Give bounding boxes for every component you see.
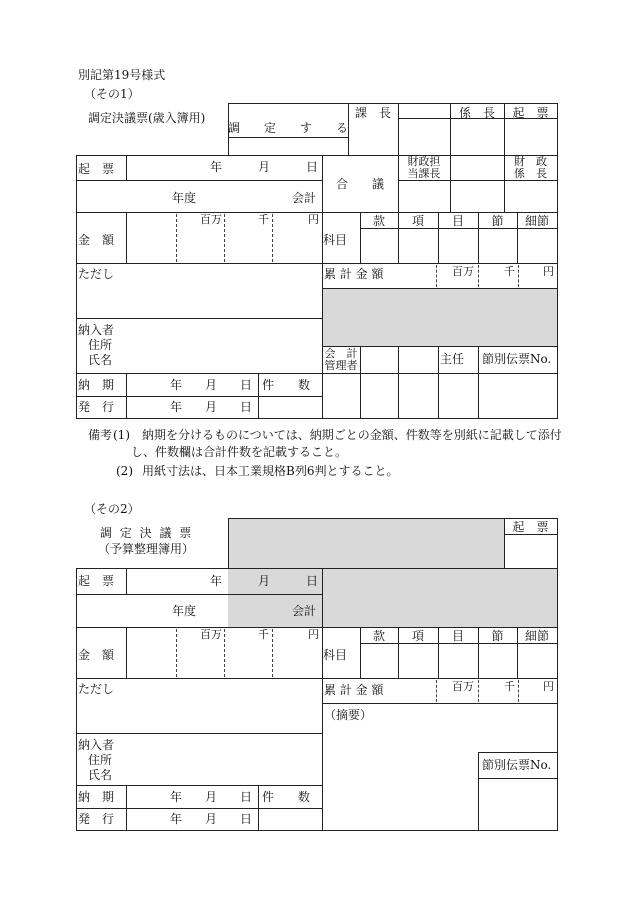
kensuu-label: 件 数: [262, 378, 311, 392]
form2-kensuu-label: 件 数: [262, 790, 311, 804]
kou-label: 項: [411, 214, 424, 228]
ruikei-label: 累 計 金 額: [324, 267, 384, 281]
form2-hakkou-label: 発 行: [78, 812, 115, 826]
setsubetsu-label: 節別伝票No.: [482, 352, 552, 366]
note-1-line-1: 納期を分けるものについては、納期ごとの金額、件数等を別紙に記載して添付: [142, 428, 562, 442]
form2-kihyou-label: 起 票: [512, 520, 549, 534]
form2-kamoku-label: 科目: [323, 648, 348, 662]
form2-month-label: 月: [258, 574, 271, 588]
form2-jusho-label: 住所: [88, 753, 113, 767]
form2-nouki-label: 納 期: [78, 790, 115, 804]
shimei-label: 氏名: [88, 353, 113, 367]
nouki-month: 月: [205, 378, 218, 392]
form2-tekiyou-label: （摘要）: [324, 708, 373, 722]
month-label: 月: [258, 160, 271, 174]
form2-kou-label: 項: [411, 629, 424, 643]
moku-label: 目: [451, 214, 464, 228]
form2-ruikei-hyakuman: 百万: [452, 680, 474, 693]
kingaku-label: 金 額: [78, 233, 115, 247]
tadashi-label: ただし: [78, 267, 115, 281]
kihyou-label: 起 票: [512, 106, 549, 120]
ruikei-sen-label: 千: [504, 265, 515, 278]
hakkou-month: 月: [205, 400, 218, 414]
form2-year-label: 年: [210, 574, 223, 588]
form2-nounyusha-label: 納入者: [78, 738, 115, 752]
form2-setsubetsu-label: 節別伝票No.: [482, 758, 552, 772]
part-label-2: （その2）: [84, 502, 140, 516]
form-title: 別記第19号様式: [78, 68, 166, 82]
zaisei-kakari-label-2: 係 長: [514, 167, 547, 180]
form2-nendo-label: 年度: [172, 604, 197, 618]
form1-title: 調定決議票(歳入簿用): [88, 111, 206, 125]
gougi-label: 合 議: [335, 177, 384, 191]
chotei-label: 調 定 す る: [228, 121, 355, 135]
form2-kan-label: 款: [372, 629, 385, 643]
form2-ruikei-en: 円: [543, 680, 554, 693]
shaded-area: [322, 288, 557, 346]
note-1-num: (1): [113, 428, 130, 442]
year-label: 年: [210, 160, 223, 174]
en-label: 円: [308, 213, 319, 226]
form2-hakkou-month: 月: [205, 812, 218, 826]
kaikei-label: 会計: [292, 191, 317, 205]
hakkou-year: 年: [170, 400, 183, 414]
day-label: 日: [306, 160, 319, 174]
sen-label: 千: [258, 213, 269, 226]
form2-setsu-label: 節: [491, 629, 504, 643]
form2-en-label: 円: [308, 628, 319, 641]
nouki-year: 年: [170, 378, 183, 392]
kaikei-kanri-label-1: 会 計: [324, 347, 358, 360]
note-2-num: (2): [116, 464, 133, 478]
form2-hakkou-day: 日: [240, 812, 253, 826]
note-1-line-2: し、件数欄は合計件数を記載すること。: [131, 445, 348, 459]
zaisei-kakari-label-1: 財 政: [514, 155, 547, 168]
ruikei-en-label: 円: [543, 265, 554, 278]
shaded-area-right: [504, 568, 557, 628]
kakarichou-label: 係 長: [458, 106, 495, 120]
kachou-label: 課 長: [354, 106, 391, 120]
form2-day-label: 日: [306, 574, 319, 588]
ruikei-hyakuman-label: 百万: [452, 265, 474, 278]
form2-ruikei-sen: 千: [504, 680, 515, 693]
kamoku-label: 科目: [323, 233, 348, 247]
form2-saisetsu-label: 細節: [524, 629, 549, 643]
form2-nouki-year: 年: [170, 790, 183, 804]
hakkou-day: 日: [240, 400, 253, 414]
hakkou-label: 発 行: [78, 400, 115, 414]
kan-label: 款: [372, 214, 385, 228]
form2-title-2: （予算整理簿用）: [98, 542, 195, 556]
form2-hakkou-year: 年: [170, 812, 183, 826]
form2-title-1: 調 定 決 議 票: [100, 526, 194, 540]
form2-tadashi-label: ただし: [78, 682, 115, 696]
form2-moku-label: 目: [451, 629, 464, 643]
note-label: 備考: [88, 428, 113, 442]
jusho-label: 住所: [88, 338, 113, 352]
form2-nouki-month: 月: [205, 790, 218, 804]
form2-ruikei-label: 累 計 金 額: [324, 683, 384, 697]
kaikei-kanri-label-2: 管理者: [324, 359, 358, 372]
saisetsu-label: 細節: [524, 214, 549, 228]
zaisei-tantou-label-2: 当課長: [407, 167, 441, 180]
form2-kaikei-label: 会計: [292, 604, 317, 618]
form2-nouki-day: 日: [240, 790, 253, 804]
form2-kingaku-label: 金 額: [78, 648, 115, 662]
form2-sen-label: 千: [258, 628, 269, 641]
form2-kihyou-left-label: 起 票: [78, 574, 115, 588]
shunin-label: 主任: [440, 352, 465, 366]
nouki-day: 日: [240, 378, 253, 392]
nouki-label: 納 期: [78, 378, 115, 392]
hyakuman-label: 百万: [200, 213, 222, 226]
note-2-line-1: 用紙寸法は、日本工業規格B列6判とすること。: [142, 464, 399, 478]
nendo-label: 年度: [172, 191, 197, 205]
kihyou-left-label: 起 票: [78, 162, 115, 176]
zaisei-tantou-label-1: 財政担: [407, 155, 441, 168]
part-label-1: （その1）: [84, 87, 140, 101]
form2-shimei-label: 氏名: [88, 768, 113, 782]
form2-hyakuman-label: 百万: [200, 628, 222, 641]
nounyusha-label: 納入者: [78, 323, 115, 337]
setsu-label: 節: [491, 214, 504, 228]
shaded-area-top: [228, 518, 504, 628]
